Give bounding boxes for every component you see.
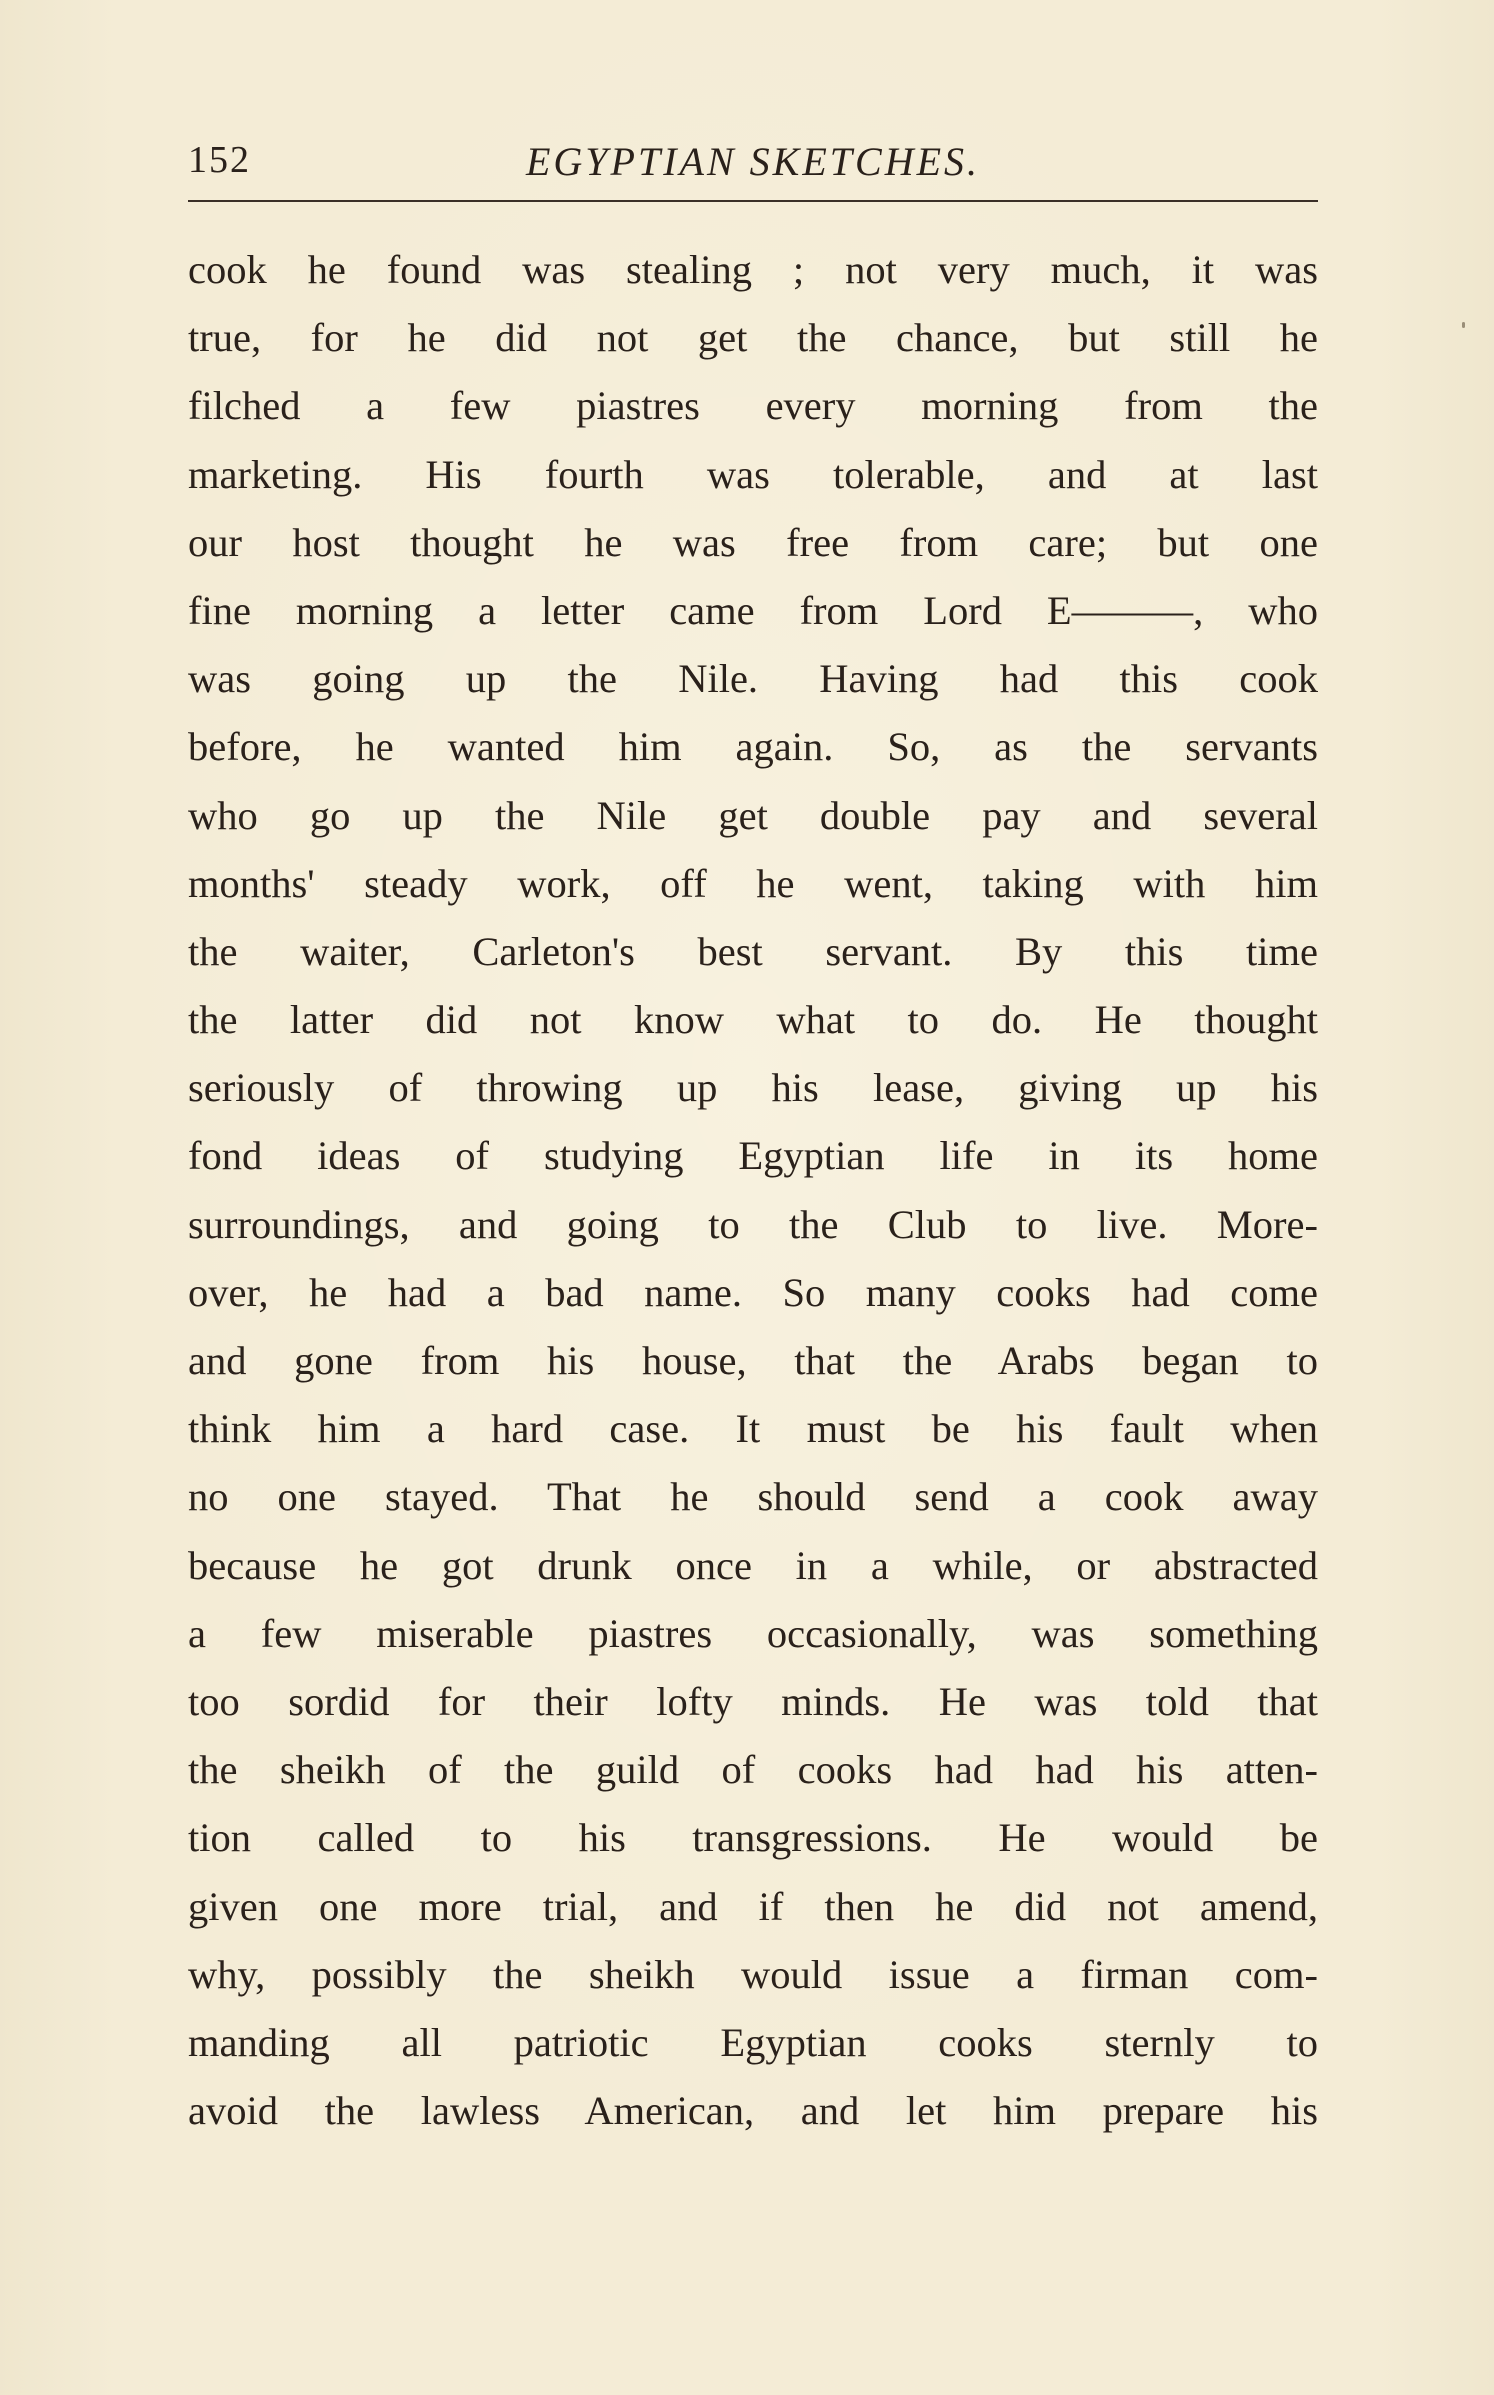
header-rule (188, 200, 1318, 202)
page-number: 152 (188, 139, 251, 181)
page-header (188, 138, 1318, 198)
text-line: no one stayed. That he should send a cook away (188, 1474, 1318, 1520)
text-line: surroundings, and going to the Club to live. More- (188, 1201, 1318, 1247)
text-line: true, for he did not get the chance, but still he (188, 315, 1318, 361)
text-line: too sordid for their lofty minds. He was told that (188, 1678, 1318, 1724)
text-line: seriously of throwing up his lease, giving up his (188, 1065, 1318, 1111)
text-line: months' steady work, off he went, taking with him (188, 860, 1318, 906)
text-line: think him a hard case. It must be his fault when (188, 1406, 1318, 1452)
text-line: because he got drunk once in a while, or abstracted (188, 1542, 1318, 1588)
text-line: and gone from his house, that the Arabs began to (188, 1338, 1318, 1383)
text-line: who go up the Nile get double pay and several (188, 792, 1318, 838)
text-line: marketing. His fourth was tolerable, and at last (188, 451, 1318, 497)
text-line: over, he had a bad name. So many cooks had come (188, 1269, 1318, 1315)
text-line: the latter did not know what to do. He thought (188, 997, 1318, 1043)
paper-speck (1462, 322, 1465, 328)
text-line: cook he found was stealing ; not very much, it was (188, 247, 1318, 292)
text-line: avoid the lawless American, and let him prepare his (188, 2088, 1318, 2134)
text-line: a few miserable piastres occasionally, was something (188, 1610, 1318, 1656)
text-line: fond ideas of studying Egyptian life in its home (188, 1133, 1318, 1179)
running-head: EGYPTIAN SKETCHES. (525, 139, 981, 184)
text-line: the waiter, Carleton's best servant. By this time (188, 928, 1318, 974)
text-line: why, possibly the sheikh would issue a firman com- (188, 1951, 1318, 1997)
body-text (188, 236, 1318, 2145)
text-line: the sheikh of the guild of cooks had had his atten- (188, 1747, 1318, 1793)
text-line: fine morning a letter came from Lord E———, who (188, 587, 1318, 633)
text-line: before, he wanted him again. So, as the servants (188, 724, 1318, 770)
text-line: filched a few piastres every morning from the (188, 383, 1318, 429)
text-line: tion called to his transgressions. He would be (188, 1815, 1318, 1861)
text-line: our host thought he was free from care; but one (188, 519, 1318, 565)
text-line: was going up the Nile. Having had this cook (188, 656, 1318, 702)
text-line: given one more trial, and if then he did not amend, (188, 1883, 1318, 1929)
text-line: manding all patriotic Egyptian cooks sternly to (188, 2019, 1318, 2065)
